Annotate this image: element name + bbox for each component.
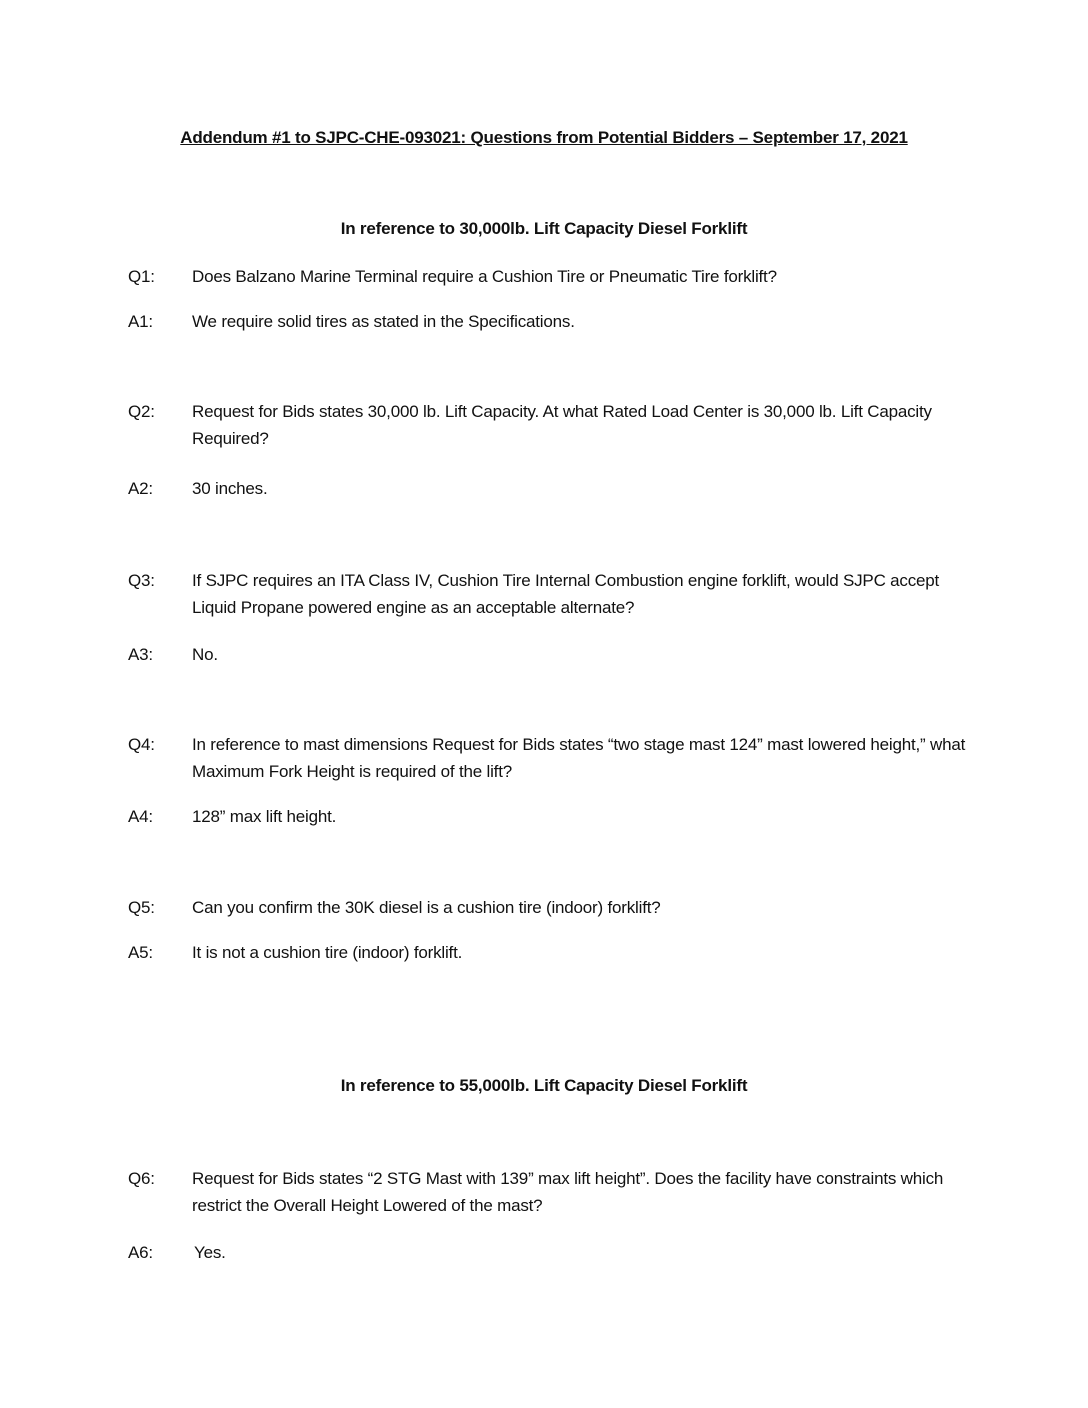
answer-text: Yes. [194,1243,226,1262]
answer-label: A3: [128,645,153,664]
answer-text: No. [192,645,218,664]
question-text: In reference to mast dimensions Request for Bids states “two stage mast 124” mast lowered height,” what Maximum Fork Height is required of the lift? [192,735,966,781]
question-text: Can you confirm the 30K diesel is a cushion tire (indoor) forklift? [192,898,661,917]
section-heading-30000lb: In reference to 30,000lb. Lift Capacity Diesel Forklift [340,219,748,238]
answer-text: We require solid tires as stated in the Specifications. [192,312,575,331]
question-label: Q1: [128,267,155,286]
answer-label: A6: [128,1243,153,1262]
section-heading-55000lb: In reference to 55,000lb. Lift Capacity Diesel Forklift [340,1076,748,1095]
question-text: Does Balzano Marine Terminal require a Cushion Tire or Pneumatic Tire forklift? [192,267,777,286]
question-label: Q6: [128,1169,155,1188]
question-text: If SJPC requires an ITA Class IV, Cushion Tire Internal Combustion engine forklift, would SJPC accept Liquid Propane powered engine as an acceptable alternate? [192,571,940,617]
answer-text: 128” max lift height. [192,807,337,826]
question-label: Q5: [128,898,155,917]
answer-label: A4: [128,807,153,826]
document-title: Addendum #1 to SJPC-CHE-093021: Questions from Potential Bidders – September 17, 2021 [180,128,908,147]
question-label: Q3: [128,571,155,590]
answer-label: A1: [128,312,153,331]
question-label: Q4: [128,735,155,754]
question-label: Q2: [128,402,155,421]
question-text: Request for Bids states “2 STG Mast with 139” max lift height”. Does the facility have constraints which restrict the Overall Height Lowered of the mast? [192,1169,944,1215]
answer-text: It is not a cushion tire (indoor) forklift. [192,943,463,962]
answer-label: A2: [128,479,153,498]
answer-label: A5: [128,943,153,962]
answer-text: 30 inches. [192,479,268,498]
question-text: Request for Bids states 30,000 lb. Lift Capacity. At what Rated Load Center is 30,000 lb. Lift Capacity Required? [192,402,932,448]
